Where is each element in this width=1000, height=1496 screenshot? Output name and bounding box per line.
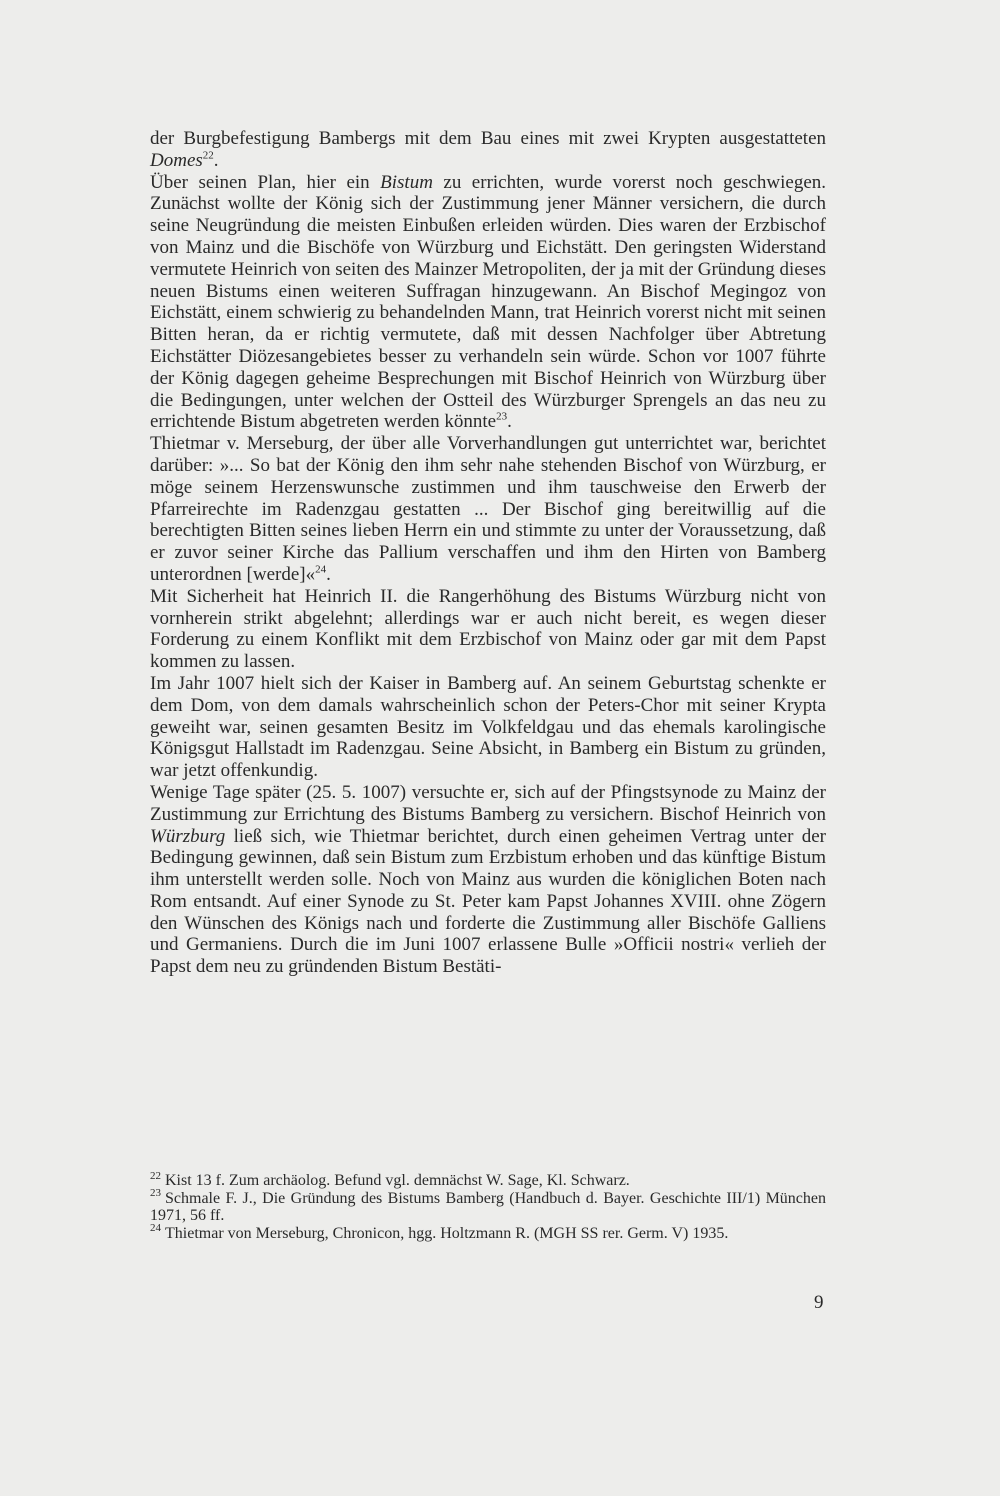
paragraph — [150, 782, 826, 978]
footnote-text: Kist 13 f. Zum archäolog. Befund vgl. demnächst W. Sage, Kl. Schwarz. — [165, 1172, 630, 1189]
text-run: Thietmar v. Merseburg, der über alle Vorverhandlungen gut unterrichtet war, berichtet darüber: »... So bat der König den ihm sehr nahe stehenden Bischof von Würzburg, er möge seinem Herzenswunsche zustimmen und ihm tauschweise den Erwerb der Pfarreirechte im Radenzgau gestatten ... Der Bischof ging bereitwillig auf die berechtigten Bitten seines lieben Herrn ein und stimmte zu unter der Voraussetzung, daß er zuvor seiner Kirche das Pallium verschaffen und ihm den Hirten von Bamberg unterordnen [werde]« — [150, 433, 826, 585]
italic-text: Würzburg — [150, 825, 226, 847]
footnote-text: Schmale F. J., Die Gründung des Bistums Bamberg (Handbuch d. Bayer. Geschichte III/1) München 1971, 56 ff. — [150, 1189, 826, 1225]
italic-text: Bistum — [380, 171, 433, 193]
footnote-reference: 23 — [496, 411, 508, 424]
footnotes — [150, 1169, 826, 1242]
paragraph — [150, 586, 826, 673]
body-text — [150, 128, 826, 978]
paragraph — [150, 433, 826, 586]
text-run: Wenige Tage später (25. 5. 1007) versuchte er, sich auf der Pfingstsynode zu Mainz der Zustimmung zur Errichtung des Bistums Bamberg zu versichern. Bischof Heinrich von — [150, 781, 826, 825]
text-run: . — [507, 411, 512, 433]
paragraph — [150, 673, 826, 782]
text-run: zu errichten, wurde vorerst noch geschwiegen. Zunächst wollte der König sich der Zustimmung jener Männer versichern, die durch seine Neugründung die meisten Einbußen erleiden würden. Dies waren der Erzbischof von Mainz und die Bischöfe von Würzburg und Eichstätt. Den geringsten Widerstand vermutete Heinrich von seiten des Mainzer Metropoliten, der ja mit der Gründung dieses neuen Bistums einen weiteren Suffragan hinzugewann. An Bischof Megingoz von Eichstätt, einem schwierig zu behandelnden Mann, trat Heinrich vorerst nicht mit seinen Bitten heran, da er richtig vermutete, daß mit dessen Nachfolger über Abtretung Eichstätter Diözesangebietes besser zu verhandeln sein würde. Schon vor 1007 führte der König dagegen geheime Besprechungen mit Bischof Heinrich von Würzburg über die Bedingungen, unter welchen der Ostteil des Würzburger Sprengels an das neu zu errichtende Bistum abgetreten werden könnte — [150, 171, 826, 433]
page-number: 9 — [814, 1292, 824, 1313]
text-run: ließ sich, wie Thietmar berichtet, durch einen geheimen Vertrag unter der Bedingung gewinnen, daß sein Bistum zum Erzbistum erhoben und das künftige Bistum ihm unterstellt werden solle. Noch von Mainz aus wurden die königlichen Boten nach Rom entsandt. Auf einer Synode zu St. Peter kam Papst Johannes XVIII. ohne Zögern den Wünschen des Königs nach und forderte die Zustimmung aller Bischöfe Galliens und Germaniens. Durch die im Juni 1007 erlassene Bulle »Officii nostri« verlieh der Papst dem neu zu gründenden Bistum Bestäti- — [150, 825, 826, 978]
paragraph — [150, 128, 826, 172]
footnote-reference: 24 — [315, 563, 327, 576]
footnote — [150, 1169, 826, 1190]
footnote — [150, 1222, 826, 1243]
text-run: Mit Sicherheit hat Heinrich II. die Rangerhöhung des Bistums Würzburg nicht von vornherein strikt abgelehnt; allerdings war er auch nicht bereit, es wegen dieser Forderung zu einem Konflikt mit dem Erzbischof von Mainz oder gar mit dem Papst kommen zu lassen. — [150, 585, 826, 673]
footnote — [150, 1187, 826, 1225]
footnote-number: 23 — [150, 1187, 161, 1200]
text-run: Im Jahr 1007 hielt sich der Kaiser in Bamberg auf. An seinem Geburtstag schenkte er dem Dom, von dem damals wahrscheinlich schon der Peters-Chor mit seiner Krypta geweiht war, seinen gesamten Besitz im Volkfeldgau und das ehemals karolingische Königsgut Hallstadt im Radenzgau. Seine Absicht, in Bamberg ein Bistum zu gründen, war jetzt offenkundig. — [150, 672, 826, 782]
footnote-number: 22 — [150, 1169, 161, 1182]
footnote-text: Thietmar von Merseburg, Chronicon, hgg. Holtzmann R. (MGH SS rer. Germ. V) 1935. — [165, 1224, 729, 1242]
text-run: . — [326, 563, 331, 585]
text-run: Über seinen Plan, hier ein — [150, 171, 381, 193]
footnote-reference: 22 — [202, 149, 214, 162]
text-run: der Burgbefestigung Bambergs mit dem Bau eines mit zwei Krypten ausgestatteten — [150, 128, 826, 149]
paragraph — [150, 172, 826, 434]
italic-text: Domes — [150, 149, 203, 171]
text-run: . — [213, 149, 219, 171]
footnote-number: 24 — [150, 1222, 161, 1235]
